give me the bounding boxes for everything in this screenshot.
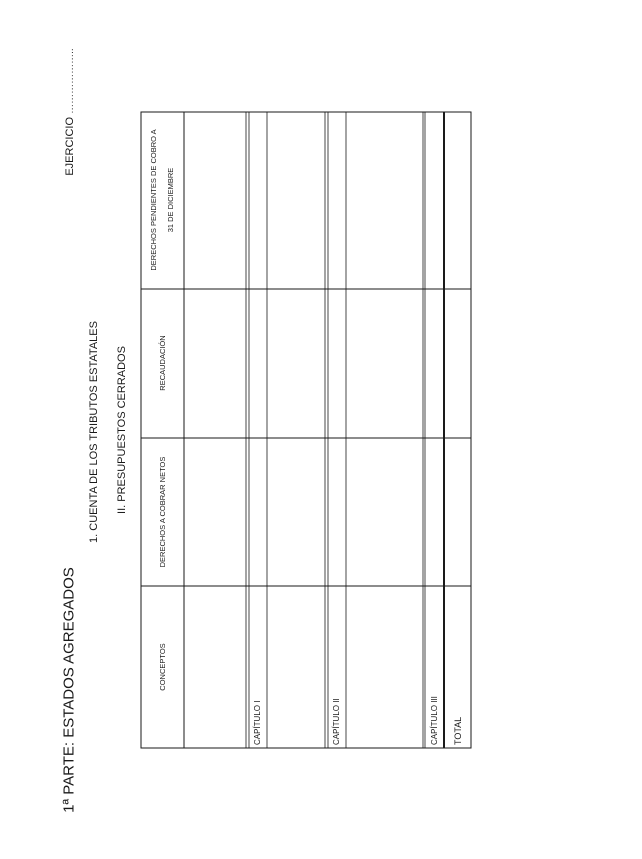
header-pendientes-line1: DERECHOS PENDIENTES DE COBRO A (149, 129, 158, 271)
ejercicio-label: EJERCICIO (64, 116, 76, 176)
row-label-total: TOTAL (453, 716, 463, 745)
header-recaudacion: RECAUDACIÓN (158, 335, 167, 391)
header-derechos-cobrar: DERECHOS A COBRAR NETOS (158, 456, 167, 568)
section-heading: 1. CUENTA DE LOS TRIBUTOS ESTATALES (88, 321, 100, 543)
subsection-heading: II. PRESUPUESTOS CERRADOS (116, 346, 128, 514)
table-border (141, 112, 471, 748)
ejercicio-blank: ……………….. (65, 48, 76, 114)
header-pendientes-line2: 31 DE DICIEMBRE (166, 167, 175, 233)
row-label-capitulo-3: CAPÍTULO III (430, 696, 439, 745)
page-title: 1ª PARTE: ESTADOS AGREGADOS (60, 567, 78, 813)
row-label-capitulo-1: CAPÍTULO I (253, 700, 262, 745)
header-conceptos: CONCEPTOS (158, 643, 167, 691)
row-label-capitulo-2: CAPÍTULO II (332, 698, 341, 745)
